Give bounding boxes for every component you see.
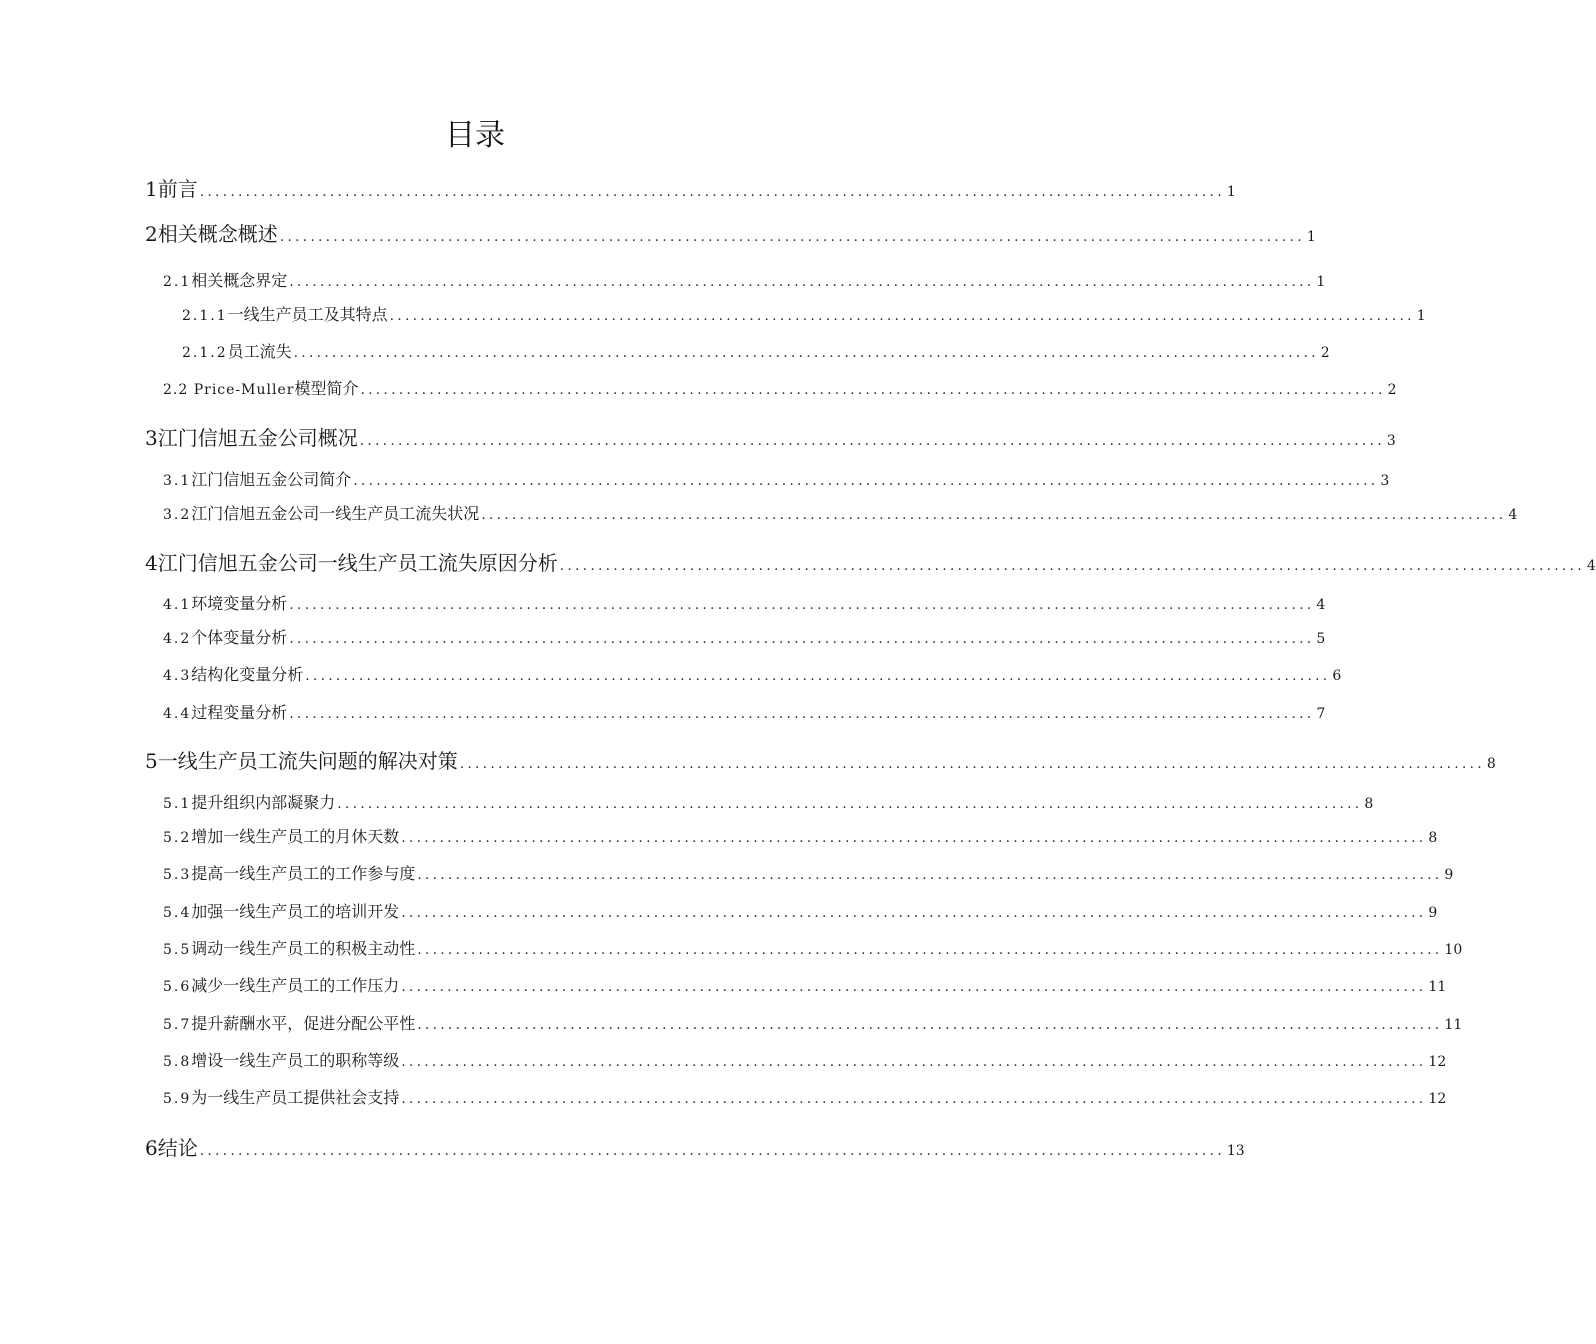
toc-leader: ...................................................................................................................................... — [289, 274, 1315, 290]
toc-leader: ...................................................................................................................................... — [353, 473, 1379, 489]
toc-entry-3[interactable] — [145, 422, 1396, 452]
toc-page-number: 1 — [1306, 229, 1316, 245]
toc-page-number: 2 — [1320, 345, 1330, 361]
toc-page-number: 5 — [1316, 631, 1326, 647]
toc-number: 5.9 — [163, 1091, 192, 1107]
toc-label: 员工流失 — [227, 342, 292, 361]
toc-page-number: 10 — [1444, 942, 1463, 958]
toc-number: 5.8 — [163, 1054, 192, 1070]
toc-leader: ...................................................................................................................................... — [417, 942, 1443, 958]
toc-label: 提高一线生产员工的工作参与度 — [191, 864, 416, 883]
toc-number: 4.2 — [163, 631, 192, 647]
toc-label: 结构化变量分析 — [191, 665, 304, 684]
toc-number: 5 — [145, 749, 158, 773]
toc-label: 相关概念概述 — [157, 222, 278, 246]
toc-leader: ...................................................................................................................................... — [337, 796, 1363, 812]
toc-leader: ...................................................................................................................................... — [199, 184, 1225, 200]
toc-leader: ...................................................................................................................................... — [401, 1091, 1427, 1107]
page-title: 目录 — [445, 118, 505, 153]
toc-page-number: 4 — [1508, 507, 1518, 523]
toc-leader: ...................................................................................................................................... — [401, 905, 1427, 921]
toc-page-number: 11 — [1444, 1017, 1463, 1033]
toc-page-number: 6 — [1332, 668, 1342, 684]
toc-number: 4 — [145, 551, 158, 575]
toc-number: 5.5 — [163, 942, 192, 958]
toc-leader: ...................................................................................................................................... — [289, 706, 1315, 722]
toc-entry-4-4[interactable] — [163, 700, 1326, 730]
toc-entry-5-5[interactable] — [163, 936, 1463, 966]
toc-number: 4.4 — [163, 706, 192, 722]
toc-page-number: 9 — [1428, 905, 1438, 921]
toc-label: 江门信旭五金公司一线生产员工流失原因分析 — [157, 551, 558, 575]
toc-leader: ...................................................................................................................................... — [305, 668, 1331, 684]
toc-page-number: 13 — [1226, 1143, 1245, 1159]
toc-number: 2.1.1 — [182, 308, 228, 324]
toc-page-number: 3 — [1386, 433, 1396, 449]
toc-page-number: 12 — [1428, 1091, 1447, 1107]
toc-entry-5-4[interactable] — [163, 899, 1438, 929]
toc-number: 5.2 — [163, 830, 192, 846]
toc-number: 4.1 — [163, 597, 192, 613]
toc-leader: ...................................................................................................................................... — [359, 433, 1385, 449]
toc-leader: ...................................................................................................................................... — [559, 558, 1585, 574]
toc-label: 增设一线生产员工的职称等级 — [191, 1051, 400, 1070]
toc-entry-5-8[interactable] — [163, 1048, 1447, 1078]
toc-entry-2-1[interactable] — [163, 268, 1326, 298]
toc-number: 5.7 — [163, 1017, 192, 1033]
toc-label: 提升薪酬水平，促进分配公平性 — [191, 1014, 416, 1033]
toc-page-number: 8 — [1486, 756, 1496, 772]
toc-page-number: 1 — [1226, 184, 1236, 200]
toc-label: 加强一线生产员工的培训开发 — [191, 902, 400, 921]
toc-label: 江门信旭五金公司简介 — [191, 470, 352, 489]
toc-entry-2-1-2[interactable] — [182, 339, 1330, 369]
toc-number: 5.3 — [163, 867, 192, 883]
toc-number: 3 — [145, 426, 158, 450]
toc-label: 调动一线生产员工的积极主动性 — [191, 939, 416, 958]
toc-label: 增加一线生产员工的月休天数 — [191, 827, 400, 846]
toc-leader: ...................................................................................................................................... — [279, 229, 1305, 245]
toc-entry-5-6[interactable] — [163, 973, 1447, 1003]
toc-number: 3.1 — [163, 473, 192, 489]
toc-page-number: 1 — [1416, 308, 1426, 324]
toc-leader: ...................................................................................................................................... — [417, 1017, 1443, 1033]
toc-label: 江门信旭五金公司一线生产员工流失状况 — [191, 504, 480, 523]
toc-entry-2-2[interactable] — [163, 376, 1397, 406]
toc-entry-3-1[interactable] — [163, 467, 1390, 497]
toc-page-number: 2 — [1387, 382, 1397, 398]
toc-leader: ...................................................................................................................................... — [360, 382, 1386, 398]
toc-entry-2-1-1[interactable] — [182, 302, 1426, 332]
toc-page-number: 3 — [1380, 473, 1390, 489]
toc-page-number: 9 — [1444, 867, 1454, 883]
toc-entry-5-3[interactable] — [163, 861, 1454, 891]
toc-entry-1[interactable] — [145, 173, 1236, 203]
toc-leader: ...................................................................................................................................... — [481, 507, 1507, 523]
toc-label: 前言 — [157, 177, 198, 201]
toc-number: 2.1.2 — [182, 345, 228, 361]
toc-number: 2.1 — [163, 274, 192, 290]
toc-leader: ...................................................................................................................................... — [289, 597, 1315, 613]
toc-page-number: 11 — [1428, 979, 1447, 995]
toc-label: 相关概念界定 — [191, 271, 288, 290]
toc-label: 一线生产员工及其特点 — [227, 305, 388, 324]
toc-label: 过程变量分析 — [191, 703, 288, 722]
toc-page-number: 8 — [1428, 830, 1438, 846]
toc-entry-5-1[interactable] — [163, 790, 1374, 820]
toc-entry-5-2[interactable] — [163, 824, 1438, 854]
toc-entry-4-1[interactable] — [163, 591, 1326, 621]
toc-page-number: 4 — [1316, 597, 1326, 613]
toc-number: 6 — [145, 1136, 158, 1160]
toc-entry-5-9[interactable] — [163, 1085, 1447, 1115]
toc-label: 环境变量分析 — [191, 594, 288, 613]
toc-label: 一线生产员工流失问题的解决对策 — [157, 749, 458, 773]
toc-leader: ...................................................................................................................................... — [401, 830, 1427, 846]
toc-label: 减少一线生产员工的工作压力 — [191, 976, 400, 995]
toc-number: 5.6 — [163, 979, 192, 995]
toc-number: 1 — [145, 177, 158, 201]
toc-number: 4.3 — [163, 668, 192, 684]
toc-page-number: 1 — [1316, 274, 1326, 290]
toc-page-number: 7 — [1316, 706, 1326, 722]
toc-leader: ...................................................................................................................................... — [199, 1143, 1225, 1159]
toc-label: 提升组织内部凝聚力 — [191, 793, 336, 812]
toc-label: 江门信旭五金公司概况 — [157, 426, 358, 450]
toc-leader: ...................................................................................................................................... — [293, 345, 1319, 361]
toc-page-number: 4 — [1586, 558, 1596, 574]
toc-number: 5.1 — [163, 796, 192, 812]
toc-entry-5-7[interactable] — [163, 1011, 1463, 1041]
toc-number: 3.2 — [163, 507, 192, 523]
toc-page-number: 8 — [1364, 796, 1374, 812]
toc-number: 2 — [145, 222, 158, 246]
toc-entry-3-2[interactable] — [163, 501, 1518, 531]
toc-leader: ...................................................................................................................................... — [459, 756, 1485, 772]
toc-label: 模型简介 — [294, 379, 359, 398]
toc-number: 2.2 Price-Muller — [163, 382, 295, 398]
toc-page-number: 12 — [1428, 1054, 1447, 1070]
toc-leader: ...................................................................................................................................... — [417, 867, 1443, 883]
toc-entry-4-2[interactable] — [163, 625, 1326, 655]
toc-leader: ...................................................................................................................................... — [289, 631, 1315, 647]
toc-entry-6[interactable] — [145, 1132, 1245, 1162]
toc-leader: ...................................................................................................................................... — [401, 979, 1427, 995]
toc-entry-4-3[interactable] — [163, 662, 1342, 692]
toc-label: 结论 — [157, 1136, 198, 1160]
toc-entry-2[interactable] — [145, 218, 1316, 248]
toc-entry-5[interactable] — [145, 745, 1496, 775]
toc-label: 为一线生产员工提供社会支持 — [191, 1088, 400, 1107]
toc-entry-4[interactable] — [145, 547, 1596, 577]
toc-leader: ...................................................................................................................................... — [389, 308, 1415, 324]
toc-number: 5.4 — [163, 905, 192, 921]
toc-leader: ...................................................................................................................................... — [401, 1054, 1427, 1070]
toc-label: 个体变量分析 — [191, 628, 288, 647]
